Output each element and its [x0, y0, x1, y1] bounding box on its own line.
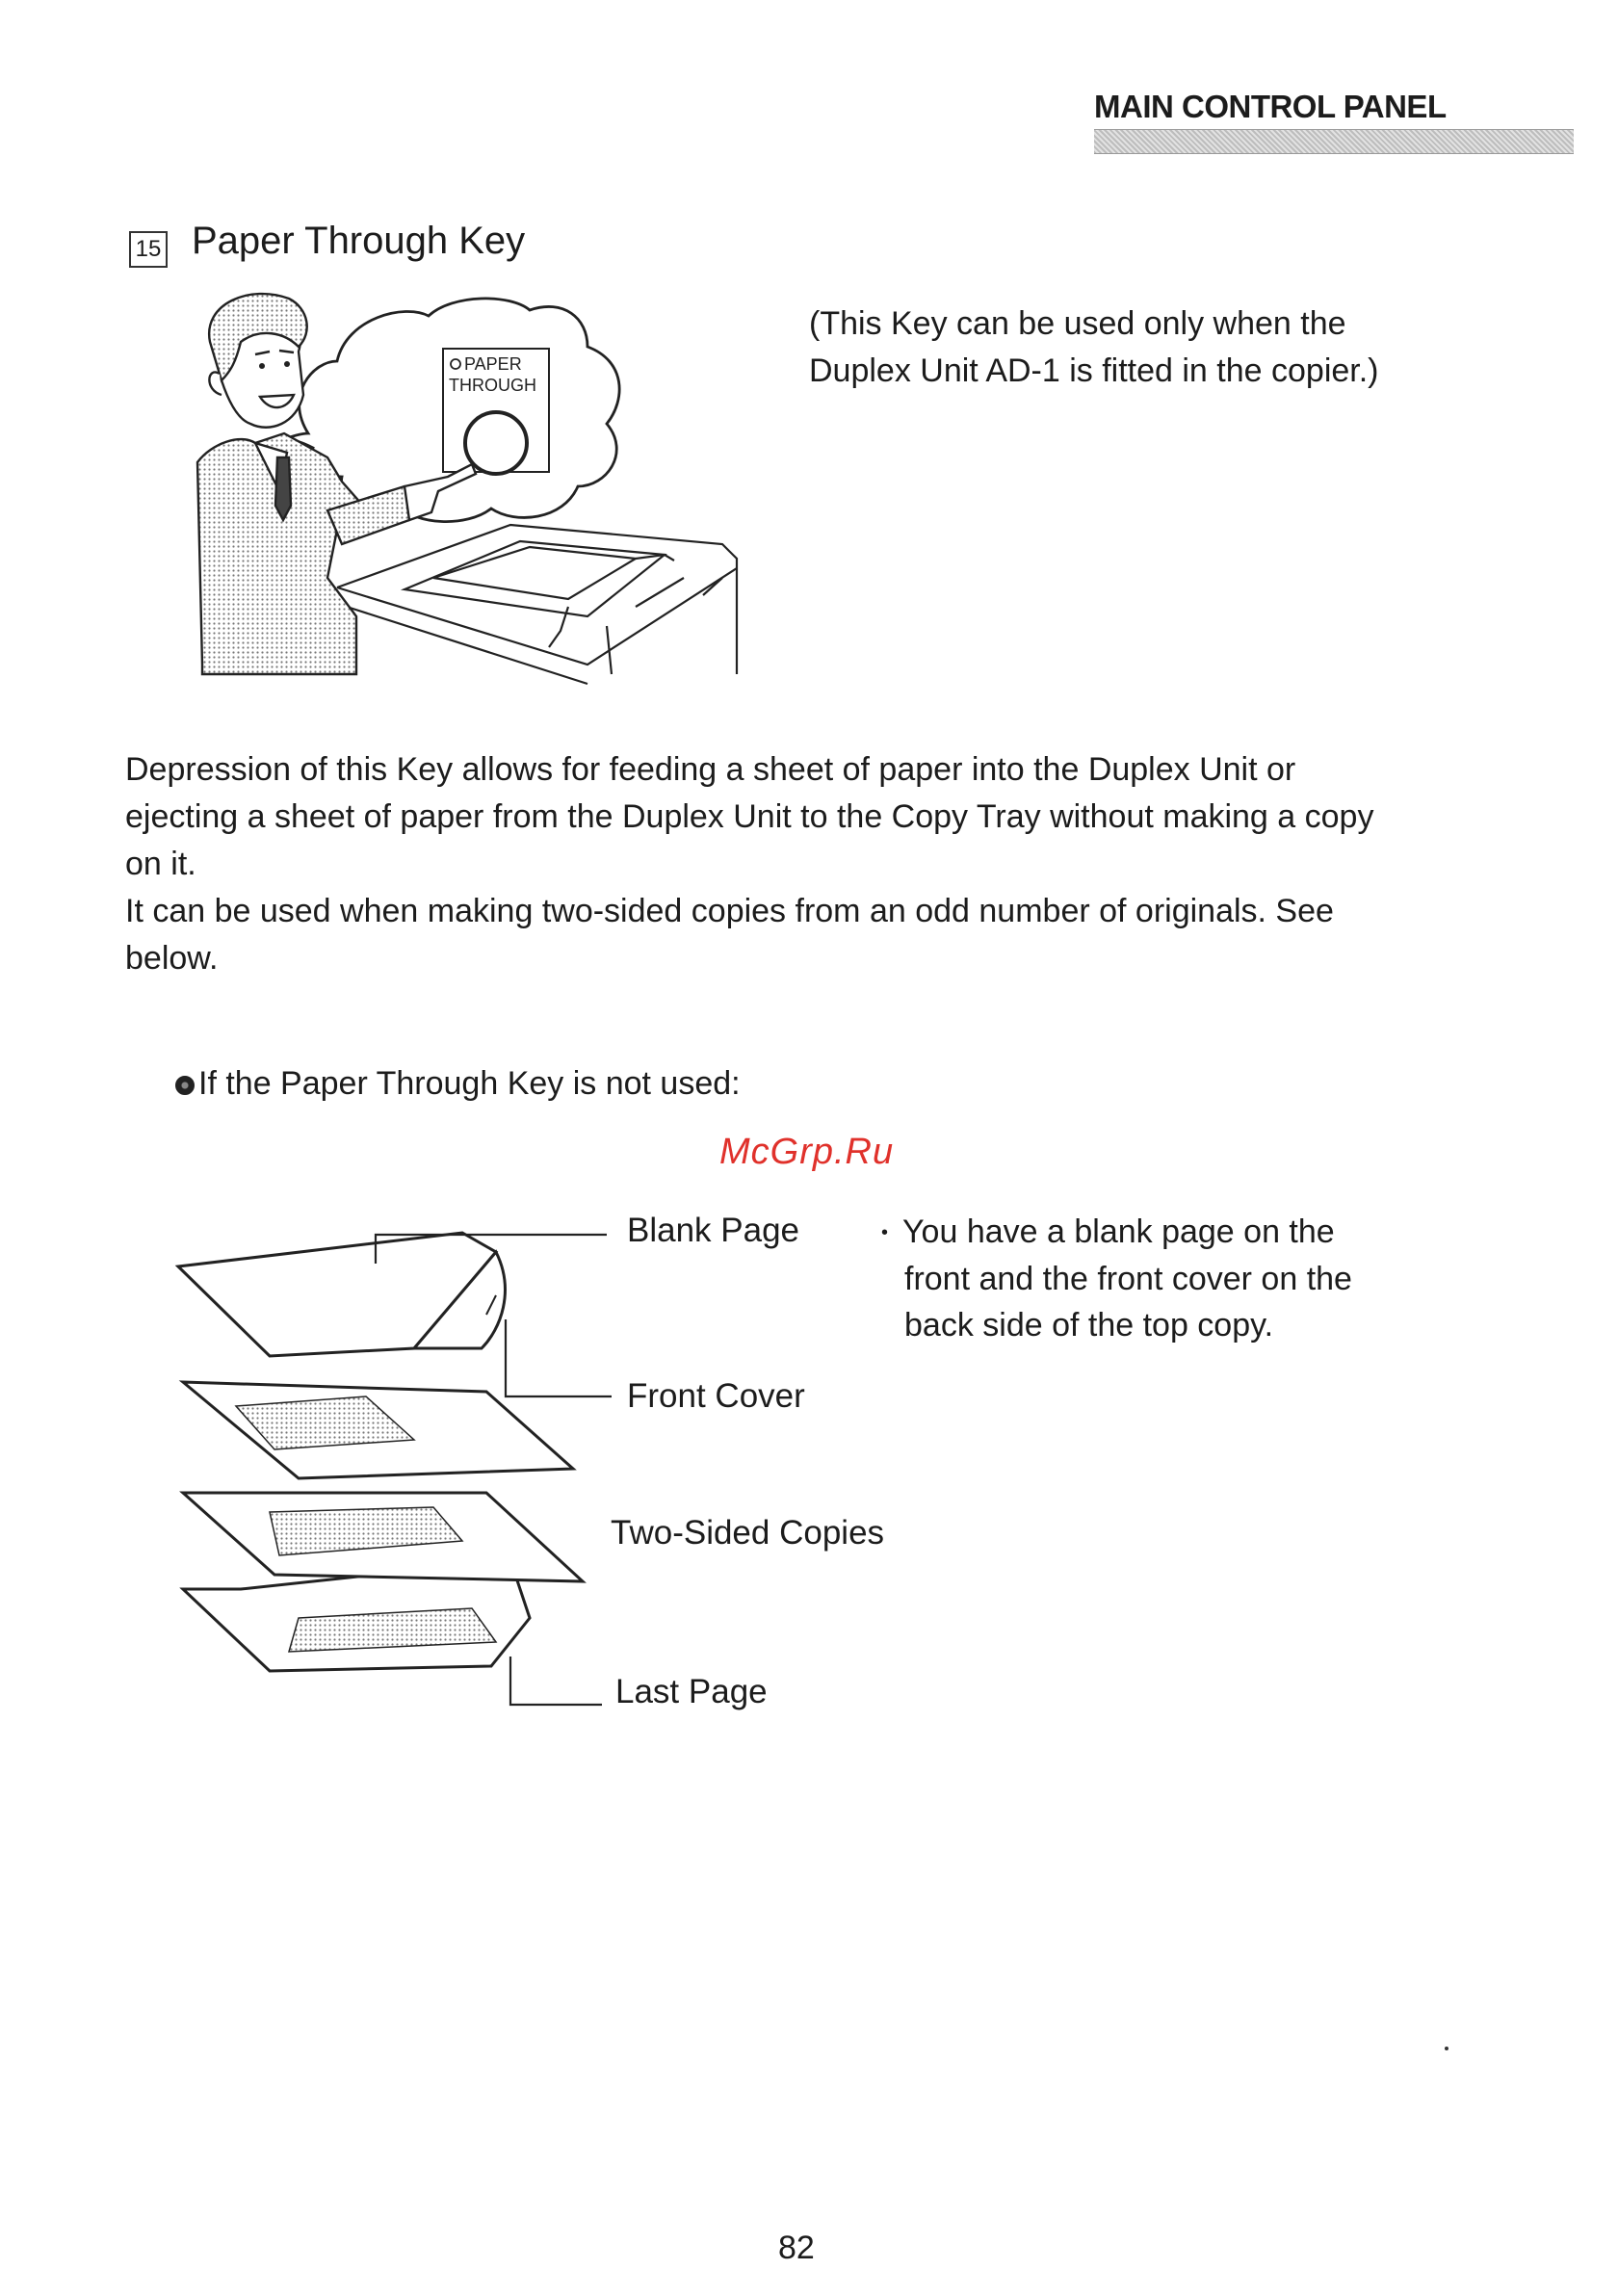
- label-front-cover: Front Cover: [627, 1377, 805, 1415]
- body-text: [125, 746, 1416, 982]
- label-blank-page: Blank Page: [627, 1212, 800, 1249]
- person-copier-illustration: [183, 289, 742, 674]
- key-label-through: THROUGH: [449, 376, 536, 395]
- header-bar: [1094, 129, 1574, 154]
- page-number: 82: [778, 2230, 815, 2266]
- bullet-dot-icon: •: [881, 1222, 889, 1243]
- explanation: [881, 1209, 1478, 1348]
- bullet-icon: [175, 1076, 195, 1095]
- scan-speck: [1445, 2047, 1448, 2050]
- section-title: Paper Through Key: [192, 220, 526, 262]
- header-title: MAIN CONTROL PANEL: [1094, 89, 1447, 124]
- key-label-paper: PAPER: [464, 354, 522, 374]
- body-paragraph-1: Depression of this Key allows for feeding a sheet of paper into the Duplex Unit or ejecting a sheet of paper from the Duplex Unit to the Copy Tray without making a copy on it.: [125, 751, 1374, 882]
- section-number: 15: [129, 231, 168, 268]
- explanation-line-3: back side of the top copy.: [904, 1307, 1274, 1344]
- paper-stack-diagram: [164, 1204, 645, 1705]
- body-paragraph-2: It can be used when making two-sided copies from an odd number of originals. See below.: [125, 893, 1334, 977]
- explanation-line-1: You have a blank page on the: [902, 1213, 1335, 1250]
- note-text: (This Key can be used only when the Duplex Unit AD-1 is fitted in the copier.): [809, 305, 1379, 389]
- front-cover-leader: [506, 1319, 612, 1396]
- condition-text: If the Paper Through Key is not used:: [198, 1065, 741, 1102]
- condition-line: [175, 1065, 741, 1103]
- last-page-leader: [510, 1657, 602, 1705]
- label-last-page: Last Page: [615, 1673, 768, 1710]
- explanation-line-2: front and the front cover on the: [904, 1261, 1352, 1297]
- watermark: McGrp.Ru: [719, 1132, 895, 1172]
- label-two-sided-copies: Two-Sided Copies: [611, 1514, 885, 1552]
